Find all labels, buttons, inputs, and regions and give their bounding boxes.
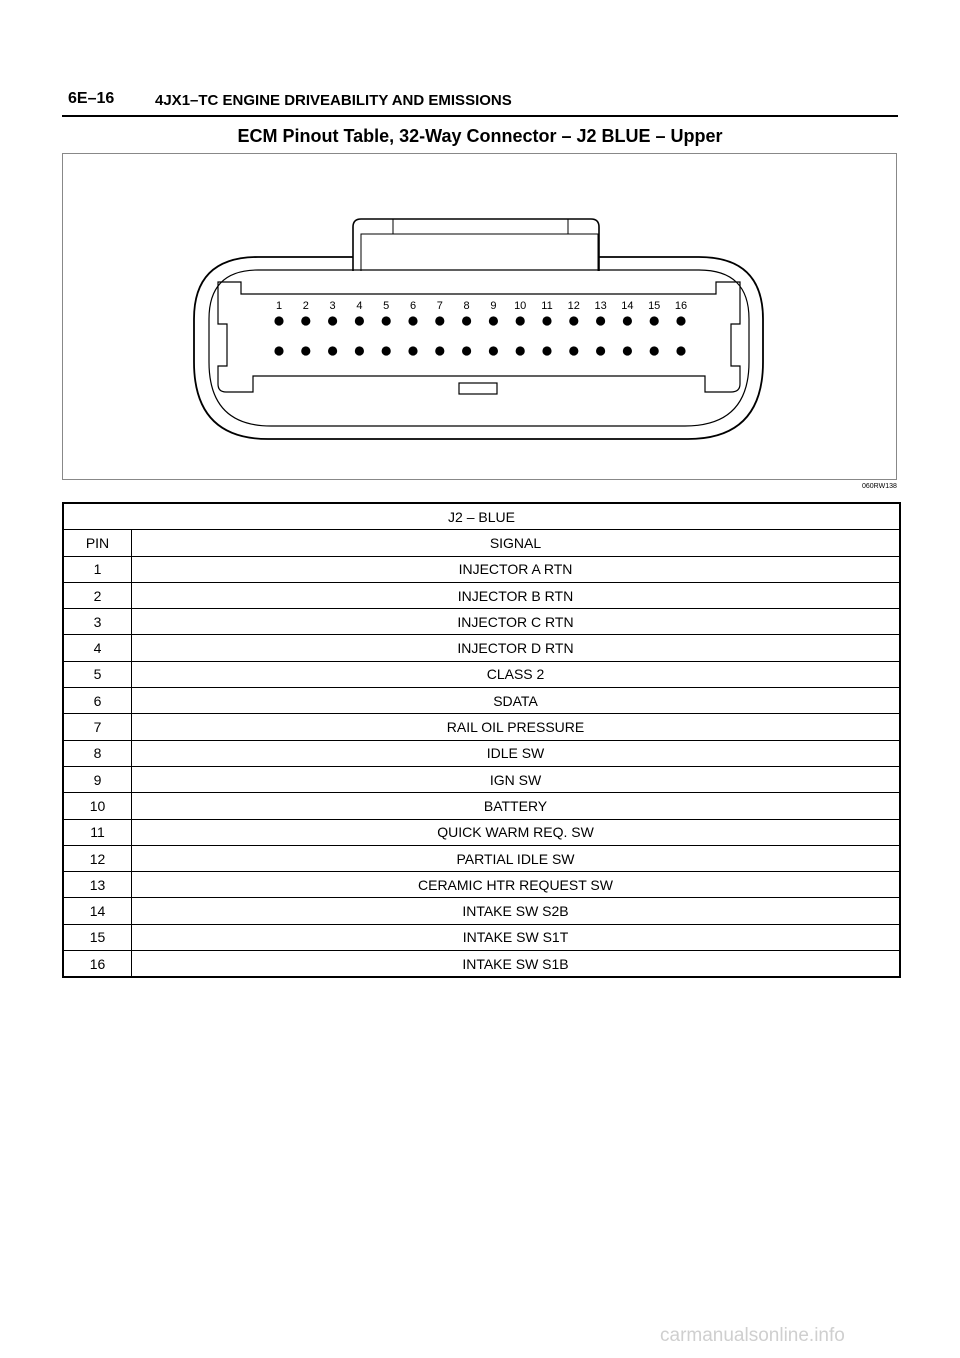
connector-cavity [218,282,740,392]
pin-number-label: 5 [383,300,390,312]
signal-cell: RAIL OIL PRESSURE [132,714,901,740]
signal-cell: INJECTOR B RTN [132,582,901,608]
pin-cell: 12 [63,845,132,871]
table-row [63,635,900,661]
signal-cell: PARTIAL IDLE SW [132,845,901,871]
pin-terminal [489,316,498,325]
pin-terminal [274,346,283,355]
pin-cell: 1 [63,556,132,582]
pin-terminal [623,346,632,355]
pin-terminal [382,316,391,325]
pin-terminal [542,316,551,325]
pin-terminal [516,316,525,325]
pin-terminal [355,346,364,355]
signal-cell: INTAKE SW S1T [132,924,901,950]
pin-number-label: 13 [594,300,607,312]
table-row [63,688,900,714]
table-title: J2 – BLUE [63,503,900,530]
pin-number-label: 10 [514,300,527,312]
table-row [63,872,900,898]
pin-cell: 11 [63,819,132,845]
signal-cell: QUICK WARM REQ. SW [132,819,901,845]
pin-cell: 3 [63,609,132,635]
pin-cell: 10 [63,793,132,819]
signal-column-header: SIGNAL [132,530,901,556]
pin-number-label: 3 [329,300,336,312]
figure-id: 060RW138 [862,483,897,490]
pin-terminal [301,316,310,325]
pin-terminal [355,316,364,325]
pin-number-label: 9 [490,300,497,312]
pin-number-label: 15 [648,300,661,312]
pin-cell: 2 [63,582,132,608]
connector-key [459,383,497,394]
pin-cell: 8 [63,740,132,766]
pin-terminal [462,316,471,325]
pin-number-label: 11 [541,300,553,312]
table-row [63,582,900,608]
table-row [63,766,900,792]
signal-cell: INJECTOR A RTN [132,556,901,582]
pin-terminal [435,316,444,325]
pin-number-label: 2 [302,300,309,312]
pin-terminal [569,346,578,355]
signal-cell: BATTERY [132,793,901,819]
pin-terminal [596,346,605,355]
pin-cell: 16 [63,951,132,978]
pin-cell: 6 [63,688,132,714]
pin-terminal [435,346,444,355]
pin-terminal [328,346,337,355]
table-row [63,793,900,819]
connector-latch [353,219,599,271]
table-row [63,898,900,924]
pin-number-label: 6 [409,300,417,312]
pin-number-label: 16 [674,300,688,312]
pin-terminal [382,346,391,355]
connector-diagram [63,154,898,481]
pin-terminal [516,346,525,355]
pin-terminal [676,316,685,325]
pin-terminal [489,346,498,355]
pin-terminal [328,316,337,325]
table-row [63,924,900,950]
table-row [63,819,900,845]
table-row [63,740,900,766]
pin-cell: 15 [63,924,132,950]
pin-cell: 9 [63,766,132,792]
pin-column-header: PIN [63,530,132,556]
table-row [63,951,900,978]
pin-terminal [408,346,417,355]
pin-number-label: 14 [621,300,634,312]
signal-cell: INTAKE SW S1B [132,951,901,978]
pin-number-label: 12 [567,300,580,312]
header-rule [62,115,898,117]
pin-number-label: 4 [356,300,363,312]
signal-cell: INTAKE SW S2B [132,898,901,924]
pin-terminal [462,346,471,355]
pin-number-label: 7 [436,300,443,312]
pin-terminal [542,346,551,355]
table-row [63,714,900,740]
signal-cell: IGN SW [132,766,901,792]
signal-cell: INJECTOR D RTN [132,635,901,661]
watermark: carmanualsonline.info [660,1325,845,1346]
table-row [63,845,900,871]
running-title: 4JX1–TC ENGINE DRIVEABILITY AND EMISSIONS [155,92,512,109]
pin-terminal [650,316,659,325]
pin-cell: 14 [63,898,132,924]
pin-terminal [569,316,578,325]
connector-figure [62,153,897,480]
pin-cell: 7 [63,714,132,740]
pin-terminal [676,346,685,355]
pin-number-label: 1 [275,300,283,312]
signal-cell: CERAMIC HTR REQUEST SW [132,872,901,898]
signal-cell: IDLE SW [132,740,901,766]
page-number: 6E–16 [68,90,115,107]
pin-terminal [623,316,632,325]
pin-terminal [596,316,605,325]
pin-terminal [408,316,417,325]
pinout-table [62,502,901,978]
pin-cell: 13 [63,872,132,898]
section-title: ECM Pinout Table, 32-Way Connector – J2 BLUE – Upper [237,126,723,146]
table-header-row [63,530,900,556]
signal-cell: SDATA [132,688,901,714]
table-row [63,609,900,635]
pin-cell: 4 [63,635,132,661]
signal-cell: CLASS 2 [132,661,901,687]
table-row [63,661,900,687]
pin-terminal [274,316,283,325]
pin-cell: 5 [63,661,132,687]
signal-cell: INJECTOR C RTN [132,609,901,635]
table-row [63,556,900,582]
pin-terminal [650,346,659,355]
connector-latch-inner [361,234,598,271]
pin-number-label: 8 [463,300,470,312]
table-title-row [63,503,900,530]
pin-terminal [301,346,310,355]
